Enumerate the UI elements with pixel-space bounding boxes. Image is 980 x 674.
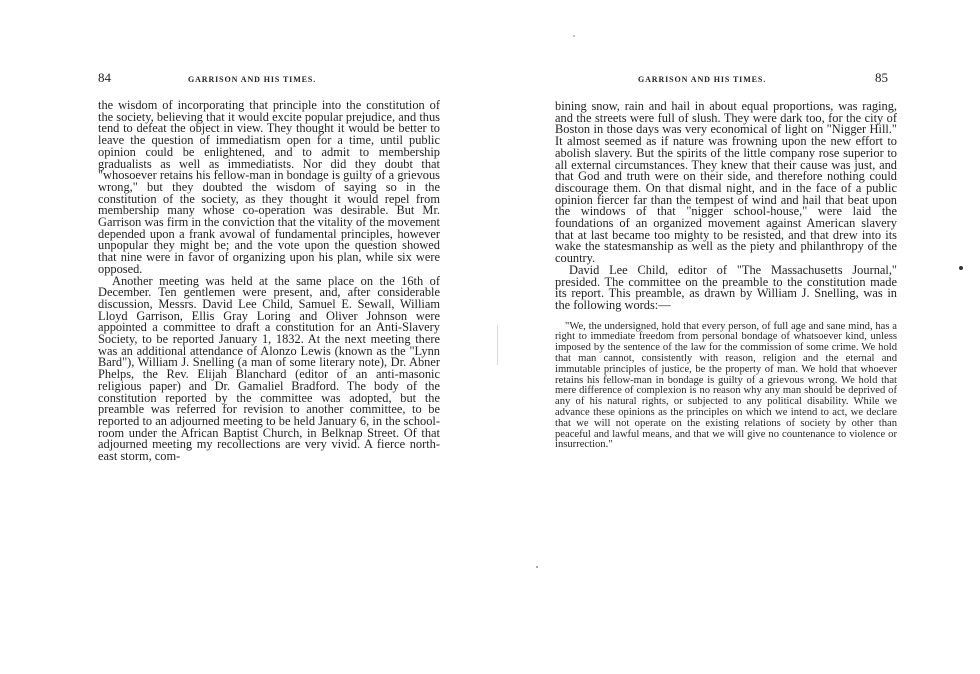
body-text (98, 100, 440, 463)
right-page (490, 0, 980, 674)
running-head: GARRISON AND HIS TIMES. (638, 75, 767, 84)
ink-speck (959, 266, 963, 270)
preamble-quote: "We, the undersigned, hold that every person, of full age and sane mind, has a right to immediate freedom from personal bondage of whatsoever kind, unless imposed by the sentence of the law for the commission of some crime. We hold that man cannot, consistently with reason, religion and the eternal and immutable principles of justice, be the property of man. We hold that whoever retains his fellow-man in bondage is guilty of a grievous wrong. We hold that mere difference of complexion is no reason why any man should be deprived of any of his natural rights, or subjected to any political disability. While we advance these opinions as the principles on which we intend to act, we declare that we will not operate on the existing relations of society by other than peaceful and lawful means, and that we will give no countenance to violence or insurrection." (555, 320, 897, 451)
page-number: 85 (875, 70, 888, 85)
paragraph: bining snow, rain and hail in about equal proportions, was raging, and the streets were full of slush. They were dark too, for the city of Boston in those days was very economical of light on "Nigger Hill." It almost seemed as if nature was frowning upon the new effort to abolish slavery. But the spirits of the little company rose superior to all external circumstances. They knew that their cause was just, and that God and truth were on their side, and therefore nothing could discourage them. On that dismal night, and in the face of a public opinion fiercer far than the tempest of wind and hail that beat upon the windows of that "nigger school-house," were laid the foundations of an organized movement against American slavery that at last became too mighty to be resisted, and that drew into its wake the statesmanship as well as the piety and philanthropy of the country. (555, 99, 897, 266)
ink-speck (573, 35, 575, 37)
paragraph: the wisdom of incorporating that principle into the constitution of the society, believing that it would excite popular prejudice, and thus tend to defeat the object in view. They thought it would be better to leave the question of immediatism open for a time, until public opinion could be enlightened, and to admit to membership gradualists as well as immediatists. Nor did they doubt that "whosoever retains his fellow-man in bondage is guilty of a grievous wrong," but they doubted the wisdom of saying so in the constitution of the society, as they thought it would repel from membership many whose co-operation was desirable. But Mr. Garrison was firm in the conviction that the vitality of the movement depended upon a frank avowal of fundamental principles, however unpopular they might be; and the vote upon the question showed that nine were in favor of organizing upon his plan, while six were opposed. (98, 98, 440, 276)
paragraph: David Lee Child, editor of "The Massachusetts Journal," presided. The committee on the preamble to the constitution made its report. This preamble, as drawn by William J. Snelling, was in the following words:— (555, 262, 897, 312)
ink-speck (536, 566, 538, 568)
body-text (555, 101, 897, 451)
paragraph: Another meeting was held at the same place on the 16th of December. Ten gentlemen were present, and, after considerable discussion, Messrs. David Lee Child, Samuel E. Sewall, William Lloyd Garrison, Ellis Gray Loring and Oliver Johnson were appointed a committee to draft a constitution for an Anti-Slavery Society, to be reported January 1, 1832. At the next meeting there was an additional attendance of Alonzo Lewis (known as the "Lynn Bard"), William J. Snelling (a man of some literary note), Dr. Abner Phelps, the Rev. Elijah Blanchard (editor of an anti-masonic religious paper) and Dr. Gamaliel Bradford. The body of the constitution reported by the committee was adopted, but the preamble was referred for revision to another committee, to be reported to an adjourned meeting to be held January 6, in the school-room under the African Baptist Church, in Belknap Street. Of that adjourned meeting my recollections are very vivid. A fierce north-east storm, com- (98, 273, 440, 464)
running-head: GARRISON AND HIS TIMES. (188, 75, 317, 84)
page-number: 84 (98, 70, 111, 85)
